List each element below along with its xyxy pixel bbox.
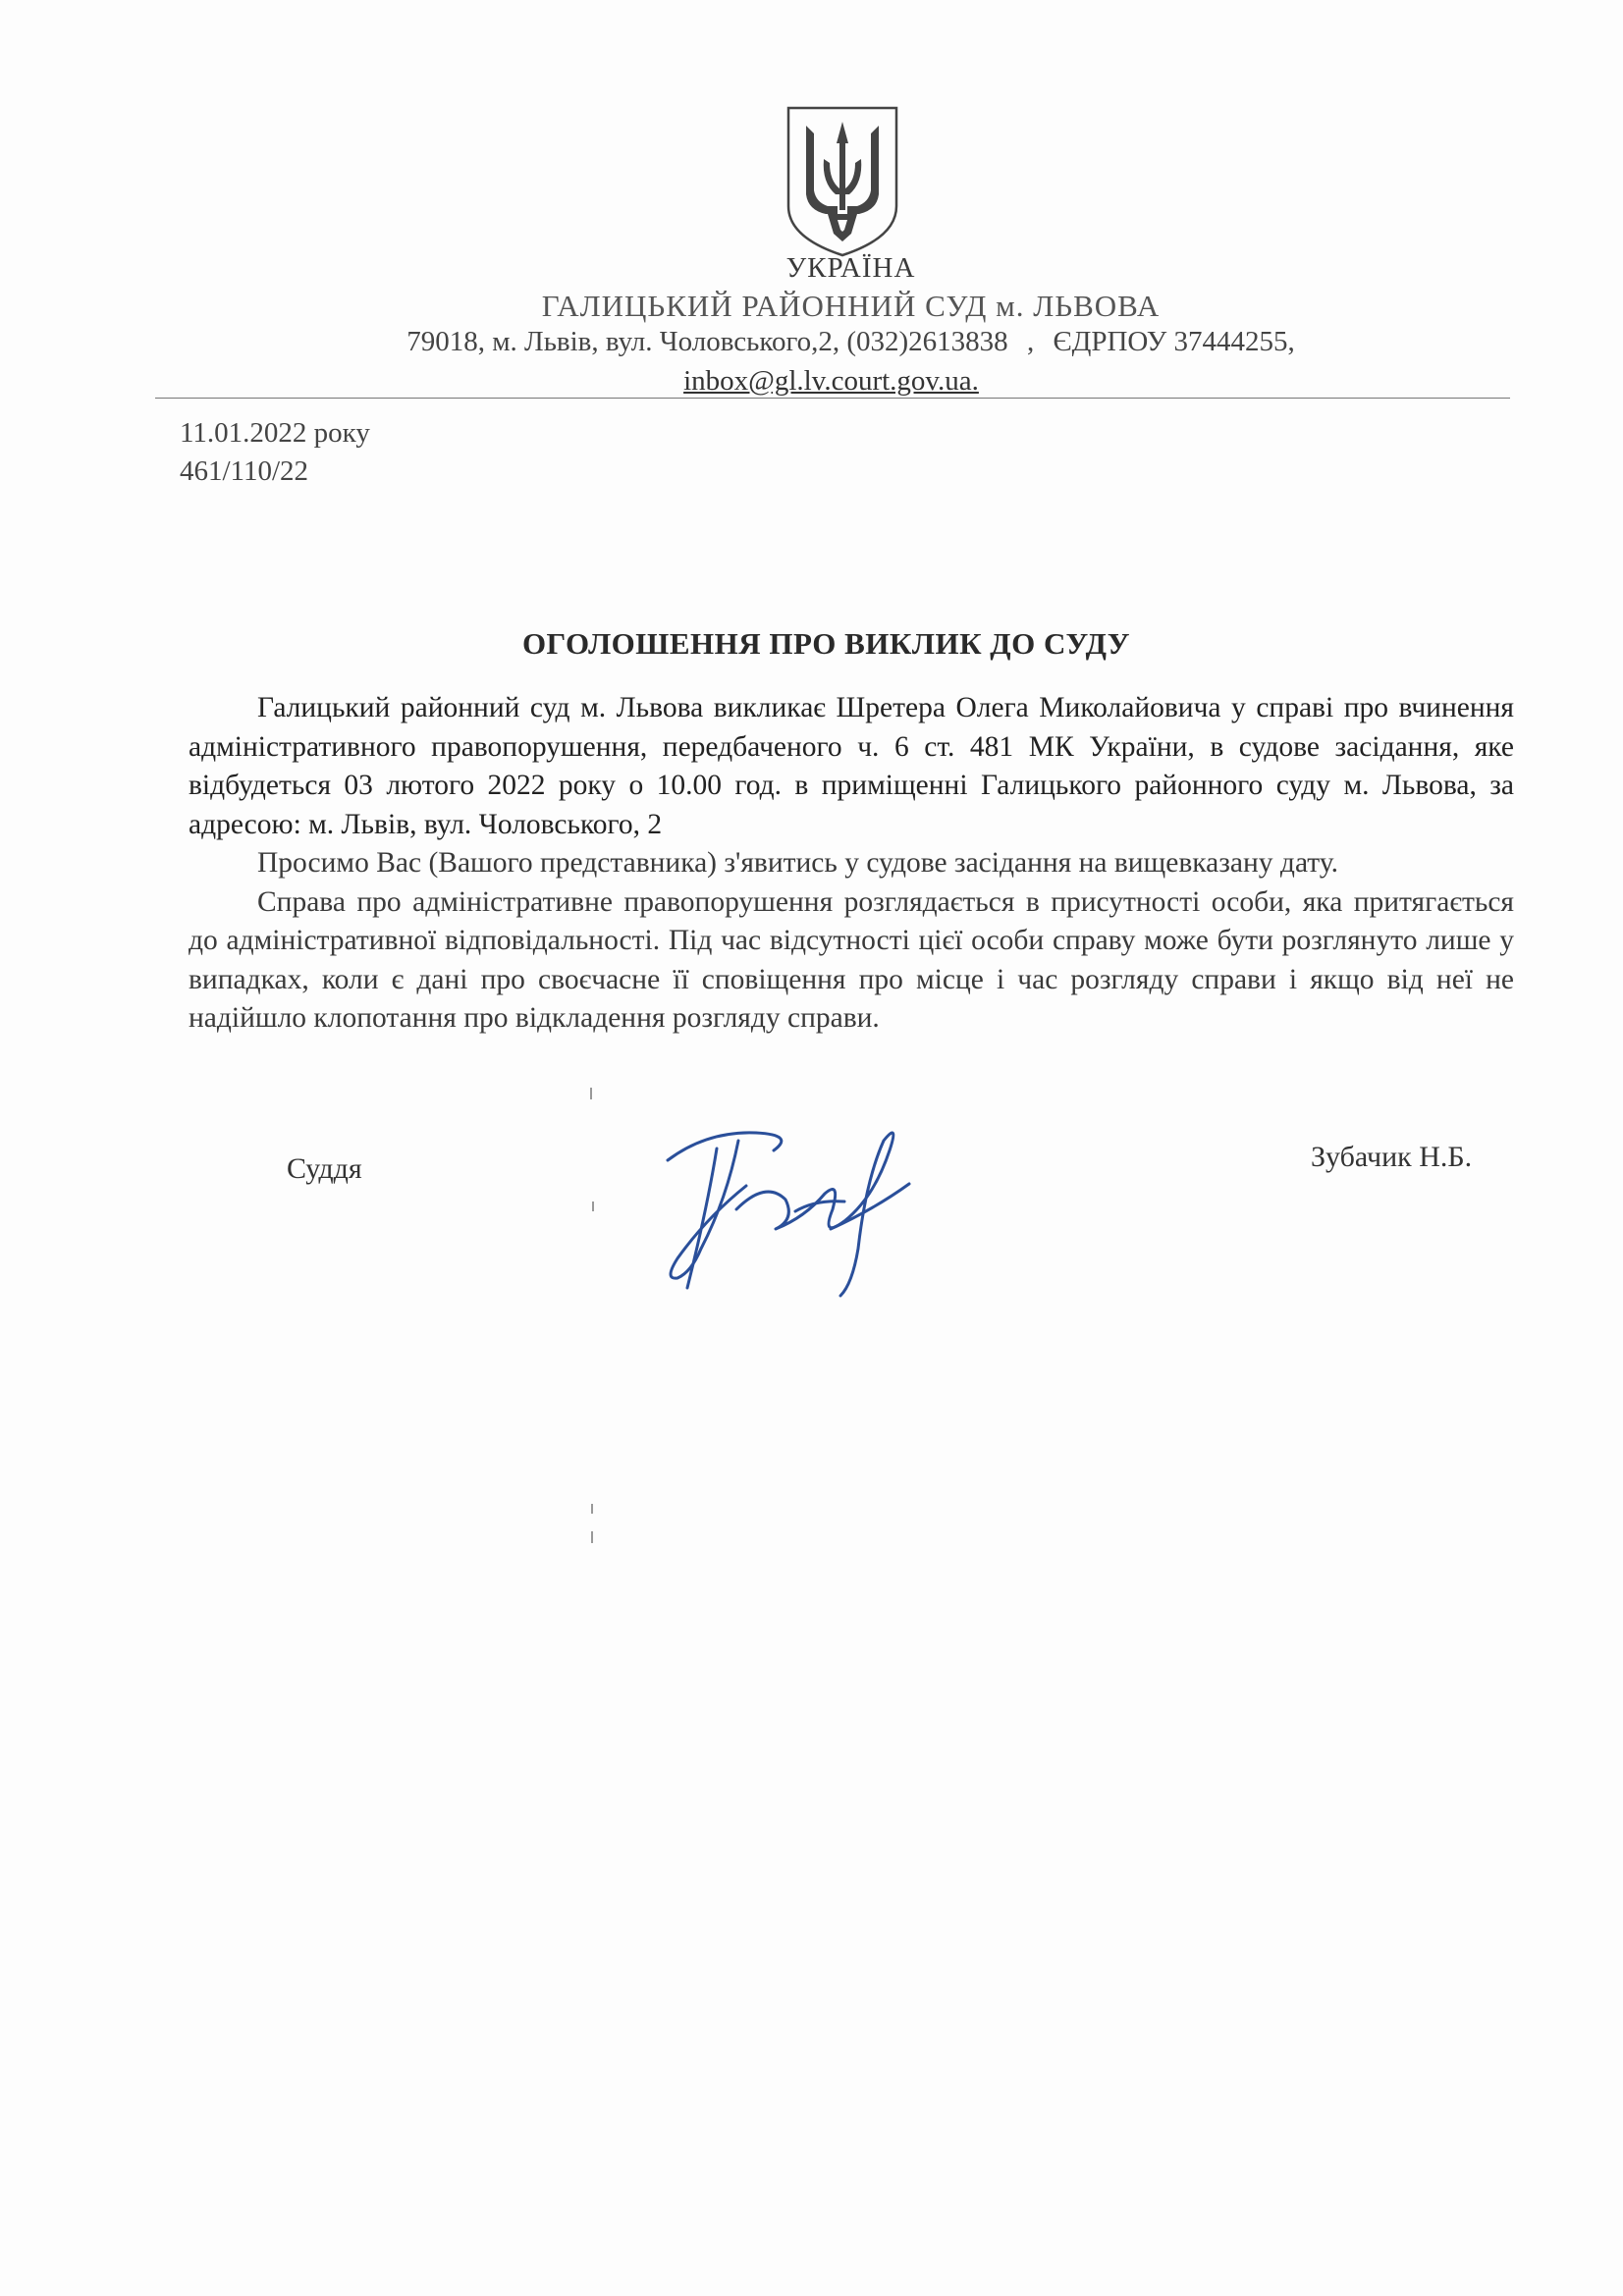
country-heading: УКРАЇНА [785, 252, 916, 284]
document-body [189, 689, 1514, 1039]
court-address-line [39, 326, 1623, 358]
signatory-role: Суддя [287, 1152, 362, 1185]
trident-coat-of-arms-icon [783, 104, 902, 259]
court-email-line [20, 365, 1623, 398]
document-title: ОГОЛОШЕННЯ ПРО ВИКЛИК ДО СУДУ [521, 626, 1131, 661]
case-reference: 461/110/22 [180, 455, 309, 487]
signatory-name: Зубачик Н.Б. [1311, 1141, 1473, 1173]
court-name: ГАЛИЦЬКИЙ РАЙОННИЙ СУД м. ЛЬВОВА [541, 289, 1161, 323]
document-date: 11.01.2022 року [180, 417, 370, 449]
address-separator: , [1026, 326, 1035, 357]
court-address: 79018, м. Львів, вул. Чоловського,2, (032)2613838 [406, 326, 1008, 357]
paragraph-procedure: Справа про адміністративне правопорушення розглядається в присутності особи, яка притягається до адміністративної відповідальності. Під час відсутності цієї особи справу може бути розглянуто лише у випадках, коли є дані про своєчасне її сповіщення про місце і час розгляду справи і якщо від неї не надійшло клопотання про відкладення розгляду справи. [189, 885, 1514, 1034]
court-edrpou: ЄДРПОУ 37444255, [1053, 326, 1295, 357]
handwritten-signature-icon [648, 1092, 943, 1308]
paragraph-request: Просимо Вас (Вашого представника) з'явитись у судове засідання на вищевказану дату. [257, 847, 1338, 879]
scan-speck [591, 1531, 593, 1543]
court-email: inbox@gl.lv.court.gov.ua. [683, 365, 979, 397]
scan-speck [592, 1201, 594, 1211]
scan-speck [590, 1088, 592, 1099]
paragraph-summons: Галицький районний суд м. Львова викликає Шретера Олега Миколайовича у справі про вчинення адміністративного правопорушення, передбаченого ч. 6 ст. 481 МК України, в судове засідання, яке відбудеться 03 лютого 2022 року о 10.00 год. в приміщенні Галицького районного суду м. Львова, за адресою: м. Львів, вул. Чоловського, 2 [189, 692, 1514, 840]
scan-speck [591, 1504, 593, 1514]
letterhead-divider [155, 398, 1510, 399]
